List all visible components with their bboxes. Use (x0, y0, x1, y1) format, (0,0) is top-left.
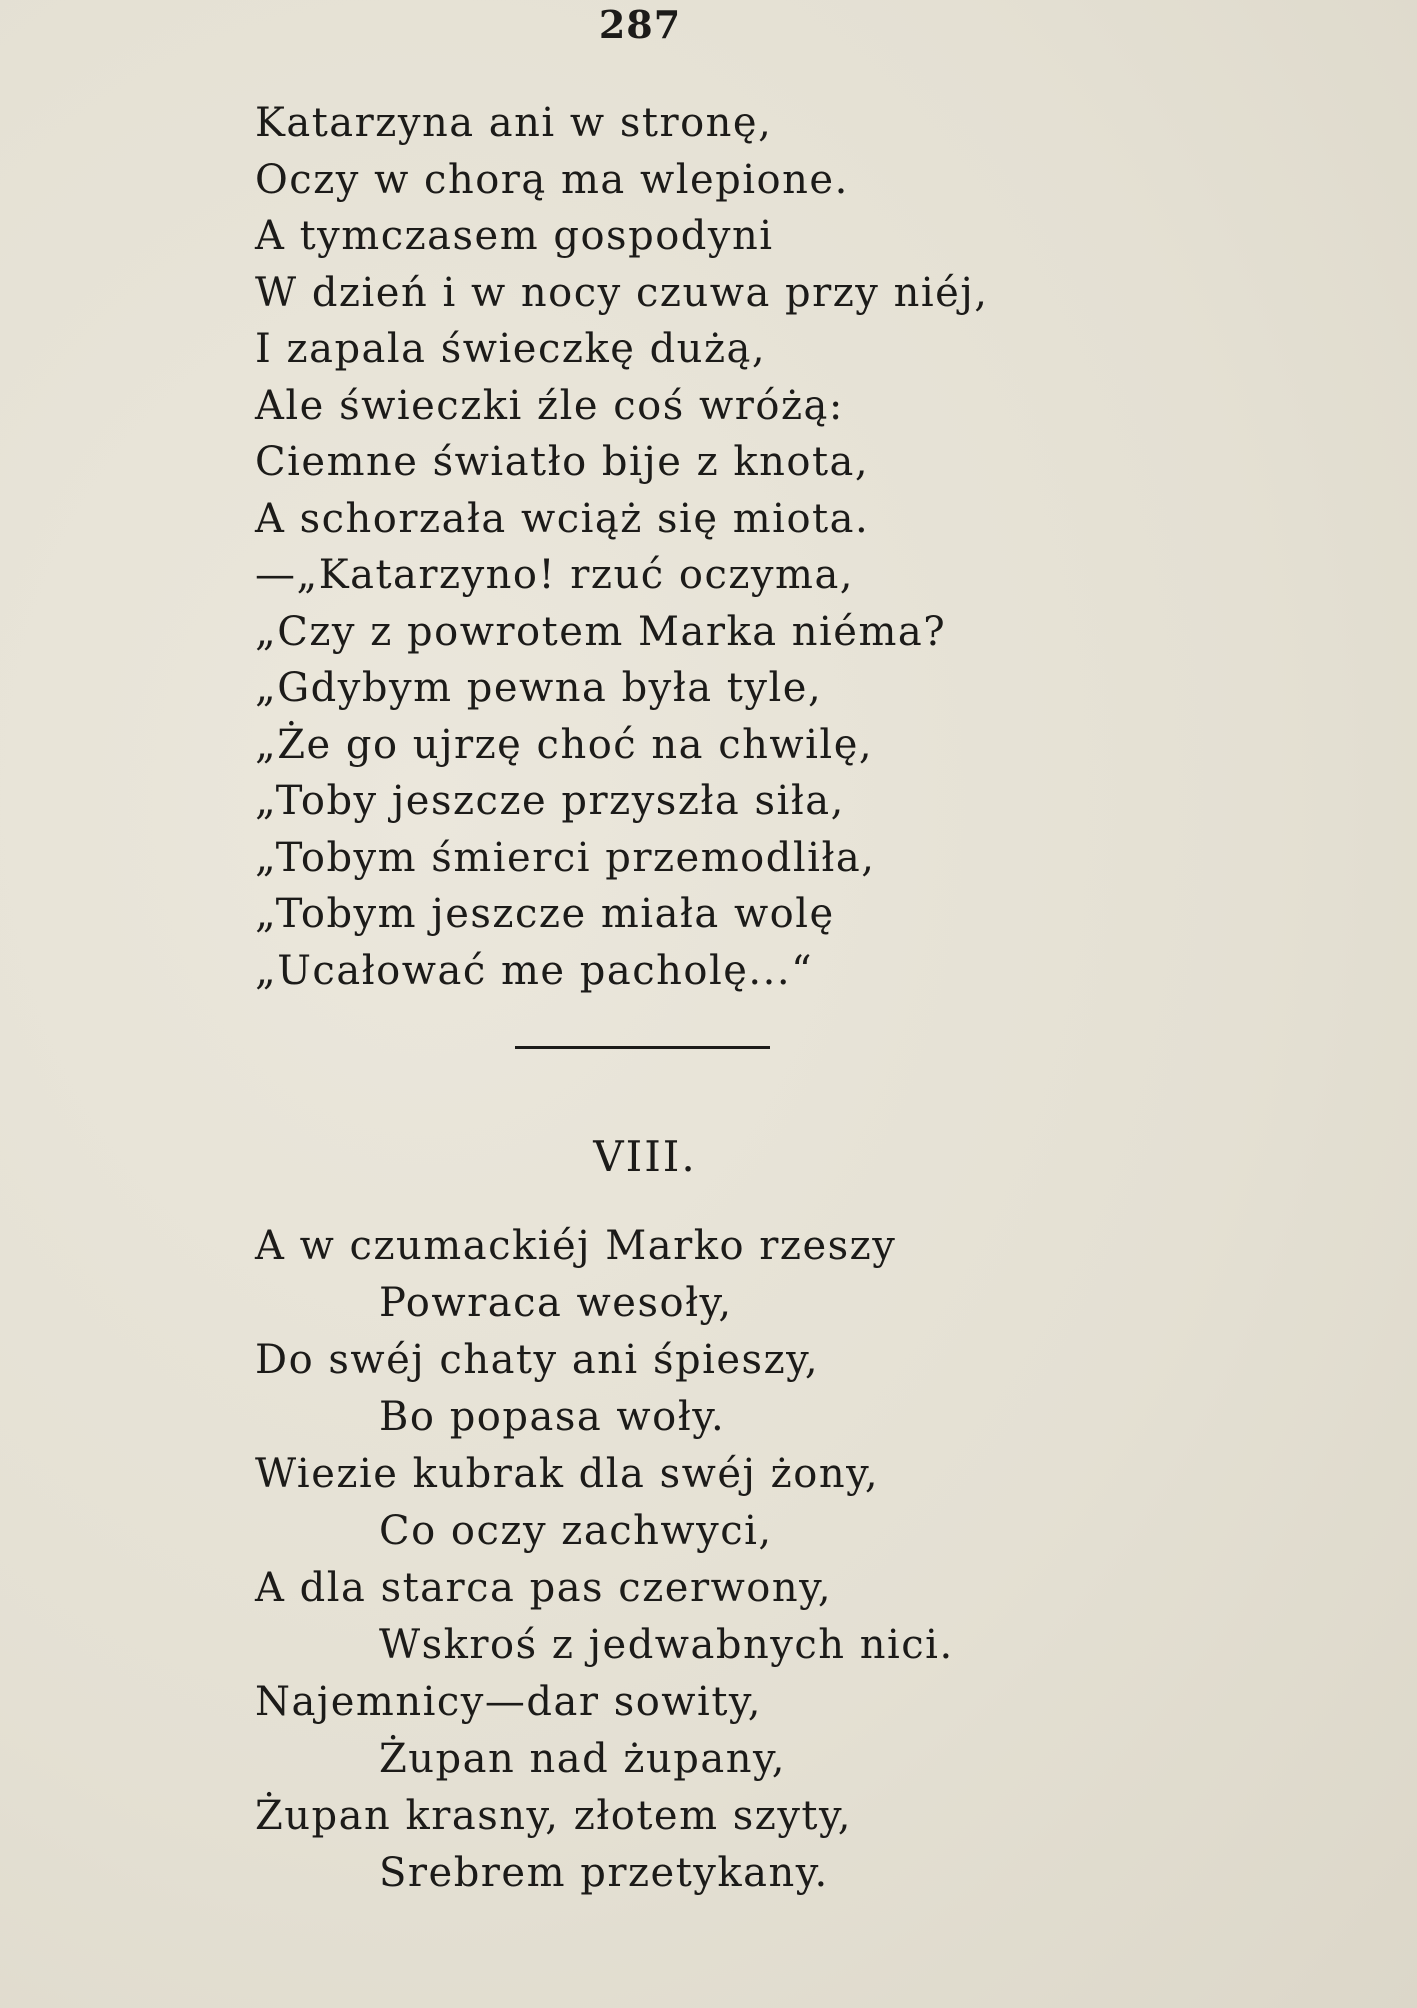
verse-line-indented: Co oczy zachwyci, (379, 1508, 773, 1554)
section-heading: VIII. (593, 1132, 697, 1181)
page-number: 287 (598, 2, 682, 47)
verse-line: Ale świeczki źle coś wróżą: (255, 382, 844, 429)
verse-line: „Że go ujrzę choć na chwilę, (255, 721, 874, 768)
stanza-1 (255, 95, 988, 999)
verse-line: „Toby jeszcze przyszła siła, (255, 778, 845, 824)
verse-line: „Tobym śmierci przemodliła, (255, 834, 876, 881)
verse-line: A dla starca pas czerwony, (255, 1565, 833, 1611)
verse-line-indented: Żupan nad żupany, (379, 1736, 786, 1782)
verse-line: —„Katarzyno! rzuć oczyma, (255, 552, 855, 598)
verse-line-indented: Powraca wesoły, (379, 1280, 733, 1326)
verse-line: Oczy w chorą ma wlepione. (255, 156, 849, 203)
verse-line-indented: Wskroś z jedwabnych nici. (379, 1622, 954, 1668)
verse-line: Ciemne światło bije z knota, (255, 439, 870, 485)
verse-line: Żupan krasny, złotem szyty, (255, 1793, 852, 1839)
verse-line: Do swéj chaty ani śpieszy, (255, 1337, 820, 1383)
stanza-2 (255, 1218, 954, 1902)
verse-line: A w czumackiéj Marko rzeszy (255, 1223, 897, 1269)
verse-line: „Tobym jeszcze miała wolę (255, 891, 835, 937)
verse-line: A schorzała wciąż się miota. (255, 495, 870, 542)
verse-line: I zapala świeczkę dużą, (255, 326, 767, 372)
verse-line: „Ucałować me pacholę...“ (255, 947, 814, 994)
verse-line: Katarzyna ani w stronę, (255, 100, 773, 146)
verse-line-indented: Srebrem przetykany. (379, 1850, 829, 1896)
verse-line: „Gdybym pewna była tyle, (255, 665, 823, 711)
verse-line: Najemnicy—dar sowity, (255, 1679, 762, 1725)
verse-line: A tymczasem gospodyni (255, 213, 774, 259)
verse-line: Wiezie kubrak dla swéj żony, (255, 1451, 880, 1497)
verse-line: W dzień i w nocy czuwa przy niéj, (255, 269, 989, 316)
verse-line-indented: Bo popasa woły. (379, 1394, 726, 1440)
verse-line: „Czy z powrotem Marka niéma? (255, 608, 947, 655)
section-divider (515, 1046, 770, 1049)
